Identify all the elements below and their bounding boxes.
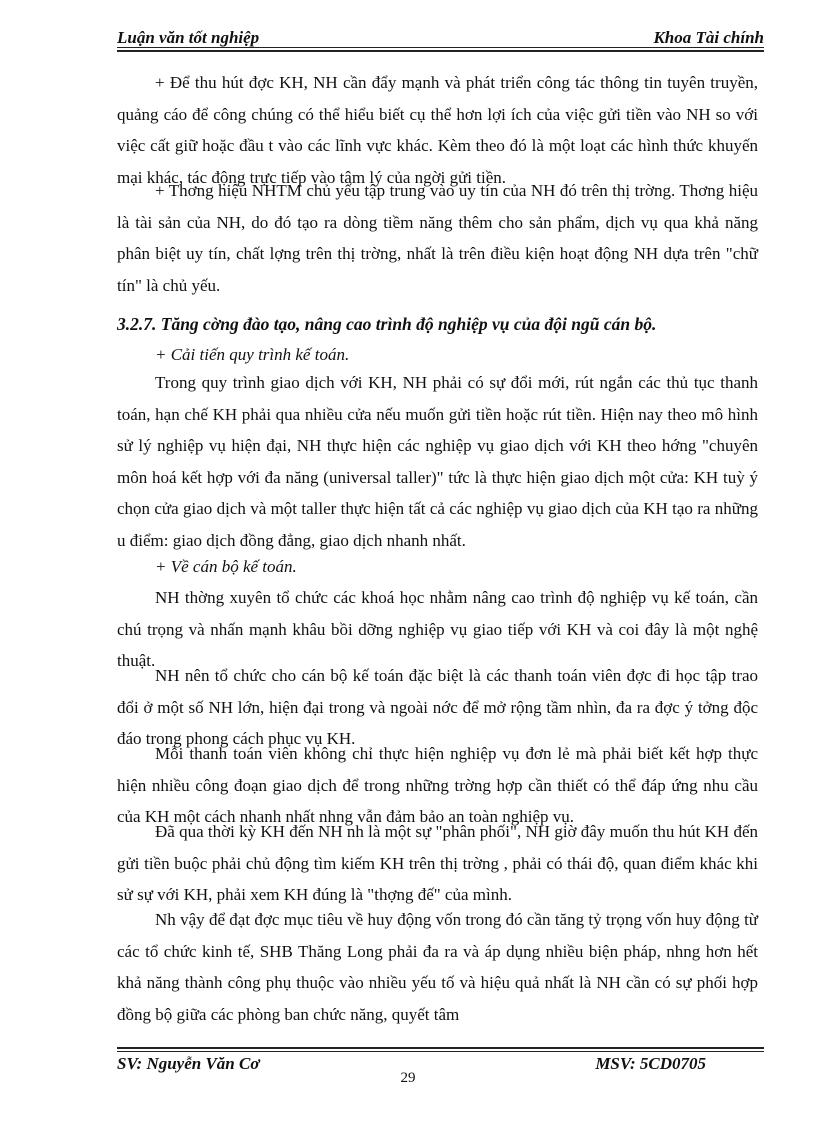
paragraph-study-exchange: NH nên tổ chức cho cán bộ kế toán đặc biệt là các thanh toán viên đợc đi học tập trao đổi ở một số NH lớn, hiện đại trong và ngoài nớc để mở rộng tầm nhìn, đa ra đợc ý tởng độc đáo trong phong cách phục vụ KH. [117, 666, 758, 749]
subheading-accounting-staff: + Về cán bộ kế toán. [155, 557, 297, 576]
paragraph-conclusion: Nh vậy để đạt đợc mục tiêu về huy động vốn trong đó cần tăng tỷ trọng vốn huy động từ các tổ chức kinh tế, SHB Thăng Long phải đa ra và áp dụng nhiều biện pháp, nhng hơn hết khả năng thành công phụ thuộc vào nhiều yếu tố và hiệu quả nhất là NH cần có sự phối hợp đồng bộ giữa các phòng ban chức năng, quyết tâm [117, 910, 758, 1024]
paragraph-customer-attitude: Đã qua thời kỳ KH đến NH nh là một sự "phân phối", NH giờ đây muốn thu hút KH đến gửi tiền buộc phải chủ động tìm kiếm KH trên thị trờng , phải có thái độ, quan điểm khác khi sử sự với KH, phải xem KH đúng là "thợng đế" của mình. [117, 822, 758, 905]
paragraph-advertising: + Để thu hút đợc KH, NH cần đẩy mạnh và phát triển công tác thông tin tuyên truyền, quảng cáo để công chúng có thể hiểu biết cụ thể hơn lợi ích của việc gửi tiền vào NH so với việc cất giữ hoặc đầu t vào các lĩnh vực khác. Kèm theo đó là một loạt các hình thức khuyến mại khác, tác động trực tiếp vào tâm lý của ngời gửi tiền. [117, 73, 758, 187]
paragraph-brand: + Thơng hiệu NHTM chủ yếu tập trung vào uy tín của NH đó trên thị trờng. Thơng hiệu là tài sản của NH, do đó tạo ra dòng tiềm năng thêm cho sản phẩm, dịch vụ qua khả năng phân biệt uy tín, chất lợng trên thị trờng, nhất là trên điều kiện hoạt động NH dựa trên "chữ tín" là chủ yếu. [117, 181, 758, 295]
section-heading-3-2-7: 3.2.7. Tăng cờng đào tạo, nâng cao trình độ nghiệp vụ của đội ngũ cán bộ. [117, 314, 657, 334]
header-faculty-label: Khoa Tài chính [653, 28, 764, 47]
paragraph-teller-skills: Mỗi thanh toán viên không chỉ thực hiện nghiệp vụ đơn lẻ mà phải biết kết hợp thực hiện nhiều công đoạn giao dịch để trong những trờng hợp cần thiết có thể đáp ứng nhu cầu của KH một cách nhanh nhất nhng vẫn đảm bảo an toàn nghiệp vụ. [117, 744, 758, 827]
footer-student-name: SV: Nguyễn Văn Cơ [117, 1054, 260, 1073]
footer-rule-thick [117, 1047, 764, 1049]
footer-rule-thin [117, 1051, 764, 1052]
paragraph-training-courses: NH thờng xuyên tổ chức các khoá học nhằm nâng cao trình độ nghiệp vụ kế toán, cần chú trọng và nhấn mạnh khâu bồi dỡng nghiệp vụ giao tiếp với KH và coi đây là một nghệ thuật. [117, 588, 758, 671]
subheading-accounting-process: + Cải tiến quy trình kế toán. [155, 345, 350, 364]
paragraph-transaction-process: Trong quy trình giao dịch với KH, NH phải có sự đổi mới, rút ngắn các thủ tục thanh toán, hạn chế KH phải qua nhiều cửa nếu muốn gửi tiền hoặc rút tiền. Hiện nay theo mô hình sử lý nghiệp vụ hiện đại, NH thực hiện các nghiệp vụ giao dịch với KH theo hớng "chuyên môn hoá kết hợp với đa năng (universal taller)" tức là thực hiện giao dịch một cửa: KH tuỳ ý chọn cửa giao dịch và một taller thực hiện tất cả các nghiệp vụ giao dịch của KH tạo ra những u điểm: giao dịch đồng đẳng, giao dịch nhanh nhất. [117, 373, 758, 550]
page-header [117, 28, 764, 48]
page-number: 29 [400, 1070, 416, 1086]
header-thesis-label: Luận văn tốt nghiệp [117, 28, 260, 47]
footer-student-id: MSV: 5CD0705 [595, 1054, 706, 1073]
header-rule-thick [117, 50, 764, 52]
header-rule-thin [117, 47, 764, 48]
